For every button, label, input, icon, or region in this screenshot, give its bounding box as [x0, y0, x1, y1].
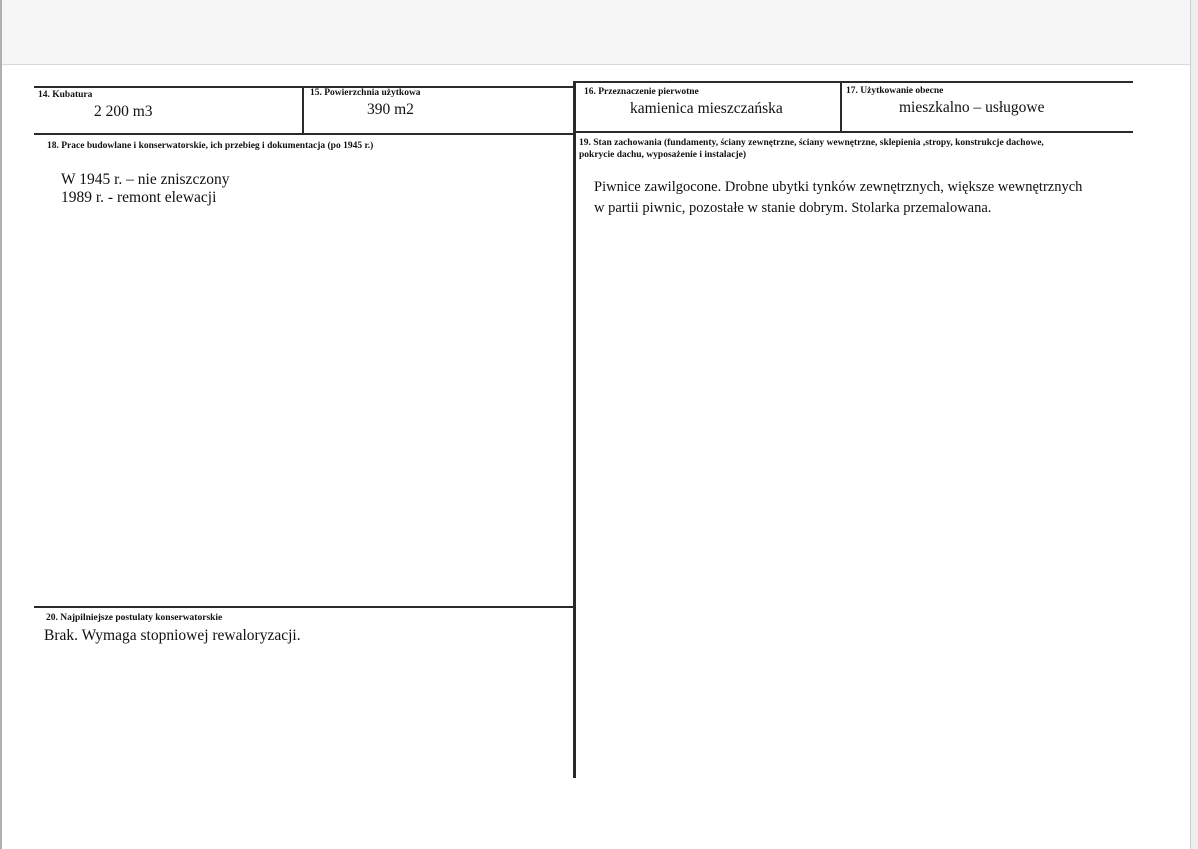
field-16-label: 16. Przeznaczenie pierwotne: [584, 87, 699, 97]
field-18-label: 18. Prace budowlane i konserwatorskie, ich przebieg i dokumentacja (po 1945 r.): [47, 141, 374, 151]
field-19-line-1: Piwnice zawilgocone. Drobne ubytki tynków zewnętrznych, większe wewnętrznych: [594, 179, 1083, 195]
field-18-line-2: 1989 r. - remont elewacji: [61, 189, 217, 206]
row1-bottom-rule-right: [575, 131, 1133, 133]
scan-top-margin: [0, 0, 1198, 65]
divider-16-17: [840, 81, 842, 132]
field-19-label-line-1: 19. Stan zachowania (fundamenty, ściany zewnętrzne, ściany wewnętrzne, sklepienia ,stropy, konstrukcje dachowe,: [579, 138, 1044, 148]
field-14-value: 2 200 m3: [94, 103, 153, 120]
main-vertical-divider: [573, 81, 576, 778]
section-20-top-rule: [34, 606, 573, 608]
field-18-line-1: W 1945 r. – nie zniszczony: [61, 171, 230, 188]
field-19-line-2: w partii piwnic, pozostałe w stanie dobrym. Stolarka przemalowana.: [594, 200, 992, 216]
divider-14-15: [302, 86, 304, 134]
field-17-label: 17. Użytkowanie obecne: [846, 86, 944, 96]
field-19-label-line-2: pokrycie dachu, wyposażenie i instalacje): [579, 150, 747, 160]
field-15-label: 15. Powierzchnia użytkowa: [310, 88, 421, 98]
scan-right-edge: [1190, 0, 1198, 849]
field-16-value: kamienica mieszczańska: [630, 100, 783, 117]
field-14-label: 14. Kubatura: [38, 90, 93, 100]
field-20-value: Brak. Wymaga stopniowej rewaloryzacji.: [44, 627, 301, 644]
scan-left-edge: [0, 0, 2, 849]
field-17-value: mieszkalno – usługowe: [899, 99, 1045, 116]
top-rule-right: [575, 81, 1133, 83]
field-15-value: 390 m2: [367, 101, 414, 118]
field-20-label: 20. Najpilniejsze postulaty konserwatorskie: [46, 613, 223, 623]
